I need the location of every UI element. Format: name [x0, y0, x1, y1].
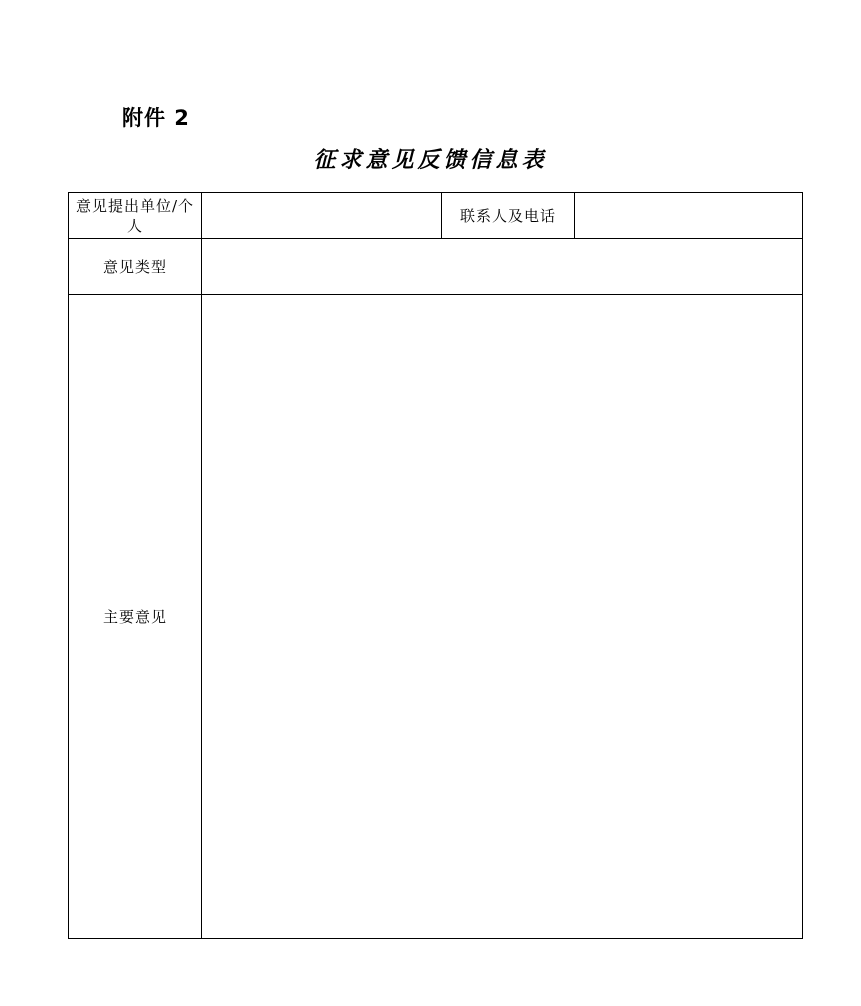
- attachment-label: 附件 2: [122, 106, 190, 130]
- contact-label: 联系人及电话: [442, 193, 575, 239]
- feedback-form-table: [68, 192, 803, 939]
- opinion-type-field[interactable]: [202, 239, 803, 295]
- form-row-opinion-type: [69, 239, 803, 295]
- contact-field[interactable]: [575, 193, 803, 239]
- submitter-label-cell: [69, 193, 202, 239]
- submitter-field[interactable]: [202, 193, 442, 239]
- main-opinion-label: 主要意见: [69, 295, 202, 939]
- main-opinion-field[interactable]: [202, 295, 803, 939]
- form-row-submitter: [69, 193, 803, 239]
- document-title: 征求意见反馈信息表: [313, 147, 548, 173]
- submitter-label: 意见提出单位/个人: [75, 196, 195, 235]
- opinion-type-label: 意见类型: [69, 239, 202, 295]
- form-row-main-opinion: [69, 295, 803, 939]
